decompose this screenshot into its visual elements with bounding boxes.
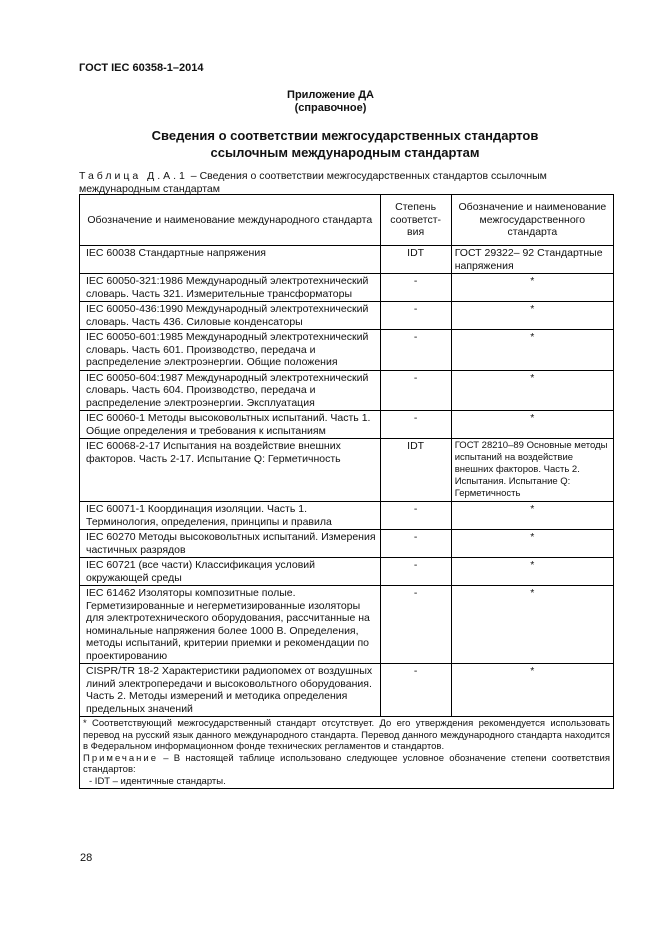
- cell-intl: IEC 60270 Методы высоковольтных испытаний. Измерения частичных разрядов: [80, 530, 381, 558]
- cell-intl: IEC 60721 (все части) Классификация условий окружающей среды: [80, 558, 381, 586]
- cell-degree: -: [380, 502, 451, 530]
- note: [83, 753, 610, 776]
- note-text: – В настоящей таблице использовано следующее условное обозначение степени соответствия стандартов:: [83, 752, 610, 775]
- cell-interstate: ГОСТ 28210–89 Основные методы испытаний на воздействие внешних факторов. Часть 2. Испытания. Испытание Q: Герметичность: [451, 439, 613, 502]
- table-row: [80, 330, 614, 371]
- cell-intl: IEC 60060-1 Методы высоковольтных испытаний. Часть 1. Общие определения и требования к испытаниям: [80, 411, 381, 439]
- cell-intl: IEC 60050-321:1986 Международный электротехнический словарь. Часть 321. Измерительные трансформаторы: [80, 274, 381, 302]
- cell-interstate: *: [451, 330, 613, 371]
- table-caption: [79, 170, 599, 196]
- table-row: [80, 558, 614, 586]
- cell-interstate: *: [451, 274, 613, 302]
- table-row: [80, 246, 614, 274]
- table-row: [80, 274, 614, 302]
- table-row: [80, 502, 614, 530]
- standards-table: [79, 194, 614, 789]
- cell-interstate: *: [451, 586, 613, 664]
- footnote: * Соответствующий межгосударственный стандарт отсутствует. До его утверждения рекомендуется использовать перевод на русский язык данного международного стандарта. Перевод данного международного стандарта находится в Федеральном информационном фонде технических регламентов и стандартов.: [83, 718, 610, 752]
- cell-interstate: *: [451, 411, 613, 439]
- cell-interstate: *: [451, 370, 613, 411]
- cell-degree: -: [380, 274, 451, 302]
- cell-degree: -: [380, 330, 451, 371]
- note-label: Примечание: [83, 752, 158, 764]
- cell-intl: IEC 60071-1 Координация изоляции. Часть 1. Терминология, определения, принципы и правила: [80, 502, 381, 530]
- table-notes: [80, 717, 614, 789]
- annex-title: Приложение ДА: [287, 89, 374, 101]
- note-item: - IDT – идентичные стандарты.: [89, 775, 226, 787]
- cell-intl: IEC 60050-436:1990 Международный электротехнический словарь. Часть 436. Силовые конденсаторы: [80, 302, 381, 330]
- table-caption-text: – Сведения о соответствии межгосударственных стандартов ссылочным международным стандартам: [79, 170, 547, 195]
- cell-interstate: *: [451, 502, 613, 530]
- cell-intl: IEC 61462 Изоляторы композитные полые. Герметизированные и негерметизированные изоляторы для электротехнического оборудования, рассчитанные на номинальные напряжения более 1000 В. Определения, методы испытаний, критерии приемки и рекомендации по проектированию: [80, 586, 381, 664]
- table-notes-row: [80, 717, 614, 789]
- cell-intl: IEC 60068-2-17 Испытания на воздействие внешних факторов. Часть 2-17. Испытание Q: Герметичность: [80, 439, 381, 502]
- table-row: [80, 664, 614, 717]
- cell-intl: IEC 60038 Стандартные напряжения: [80, 246, 381, 274]
- cell-degree: -: [380, 586, 451, 664]
- section-heading-line1: Сведения о соответствии межгосударственных стандартов: [151, 128, 539, 143]
- cell-interstate: *: [451, 530, 613, 558]
- cell-interstate: *: [451, 558, 613, 586]
- header-interstate-standard: Обозначение и наименование межгосударственного стандарта: [451, 195, 613, 246]
- table-header-row: [80, 195, 614, 246]
- cell-degree: -: [380, 411, 451, 439]
- table-row: [80, 439, 614, 502]
- page-number: 28: [80, 852, 93, 864]
- cell-degree: IDT: [380, 439, 451, 502]
- table-row: [80, 370, 614, 411]
- table-row: [80, 530, 614, 558]
- cell-intl: IEC 60050-604:1987 Международный электротехнический словарь. Часть 604. Производство, передача и распределение электроэнергии. Эксплуатация: [80, 370, 381, 411]
- table-row: [80, 302, 614, 330]
- cell-degree: -: [380, 370, 451, 411]
- cell-degree: -: [380, 664, 451, 717]
- table-row: [80, 411, 614, 439]
- cell-intl: IEC 60050-601:1985 Международный электротехнический словарь. Часть 601. Производство, передача и распределение электроэнергии. Общие положения: [80, 330, 381, 371]
- section-heading-line2: ссылочным международным стандартам: [210, 145, 480, 160]
- cell-interstate: *: [451, 302, 613, 330]
- document-code: ГОСТ IEC 60358-1–2014: [79, 62, 204, 74]
- header-degree: Степень соответст-вия: [380, 195, 451, 246]
- cell-degree: -: [380, 558, 451, 586]
- annex-subtitle: (справочное): [294, 102, 367, 114]
- cell-degree: IDT: [380, 246, 451, 274]
- cell-interstate: ГОСТ 29322– 92 Стандартные напряжения: [451, 246, 613, 274]
- table-caption-label: Таблица Д.А.1: [79, 170, 188, 182]
- table-row: [80, 586, 614, 664]
- header-intl-standard: Обозначение и наименование международного стандарта: [80, 195, 381, 246]
- cell-intl: CISPR/TR 18-2 Характеристики радиопомех от воздушных линий электропередачи и высоковольтного оборудования. Часть 2. Методы измерений и методика определения предельных значений: [80, 664, 381, 717]
- cell-interstate: *: [451, 664, 613, 717]
- cell-degree: -: [380, 302, 451, 330]
- cell-degree: -: [380, 530, 451, 558]
